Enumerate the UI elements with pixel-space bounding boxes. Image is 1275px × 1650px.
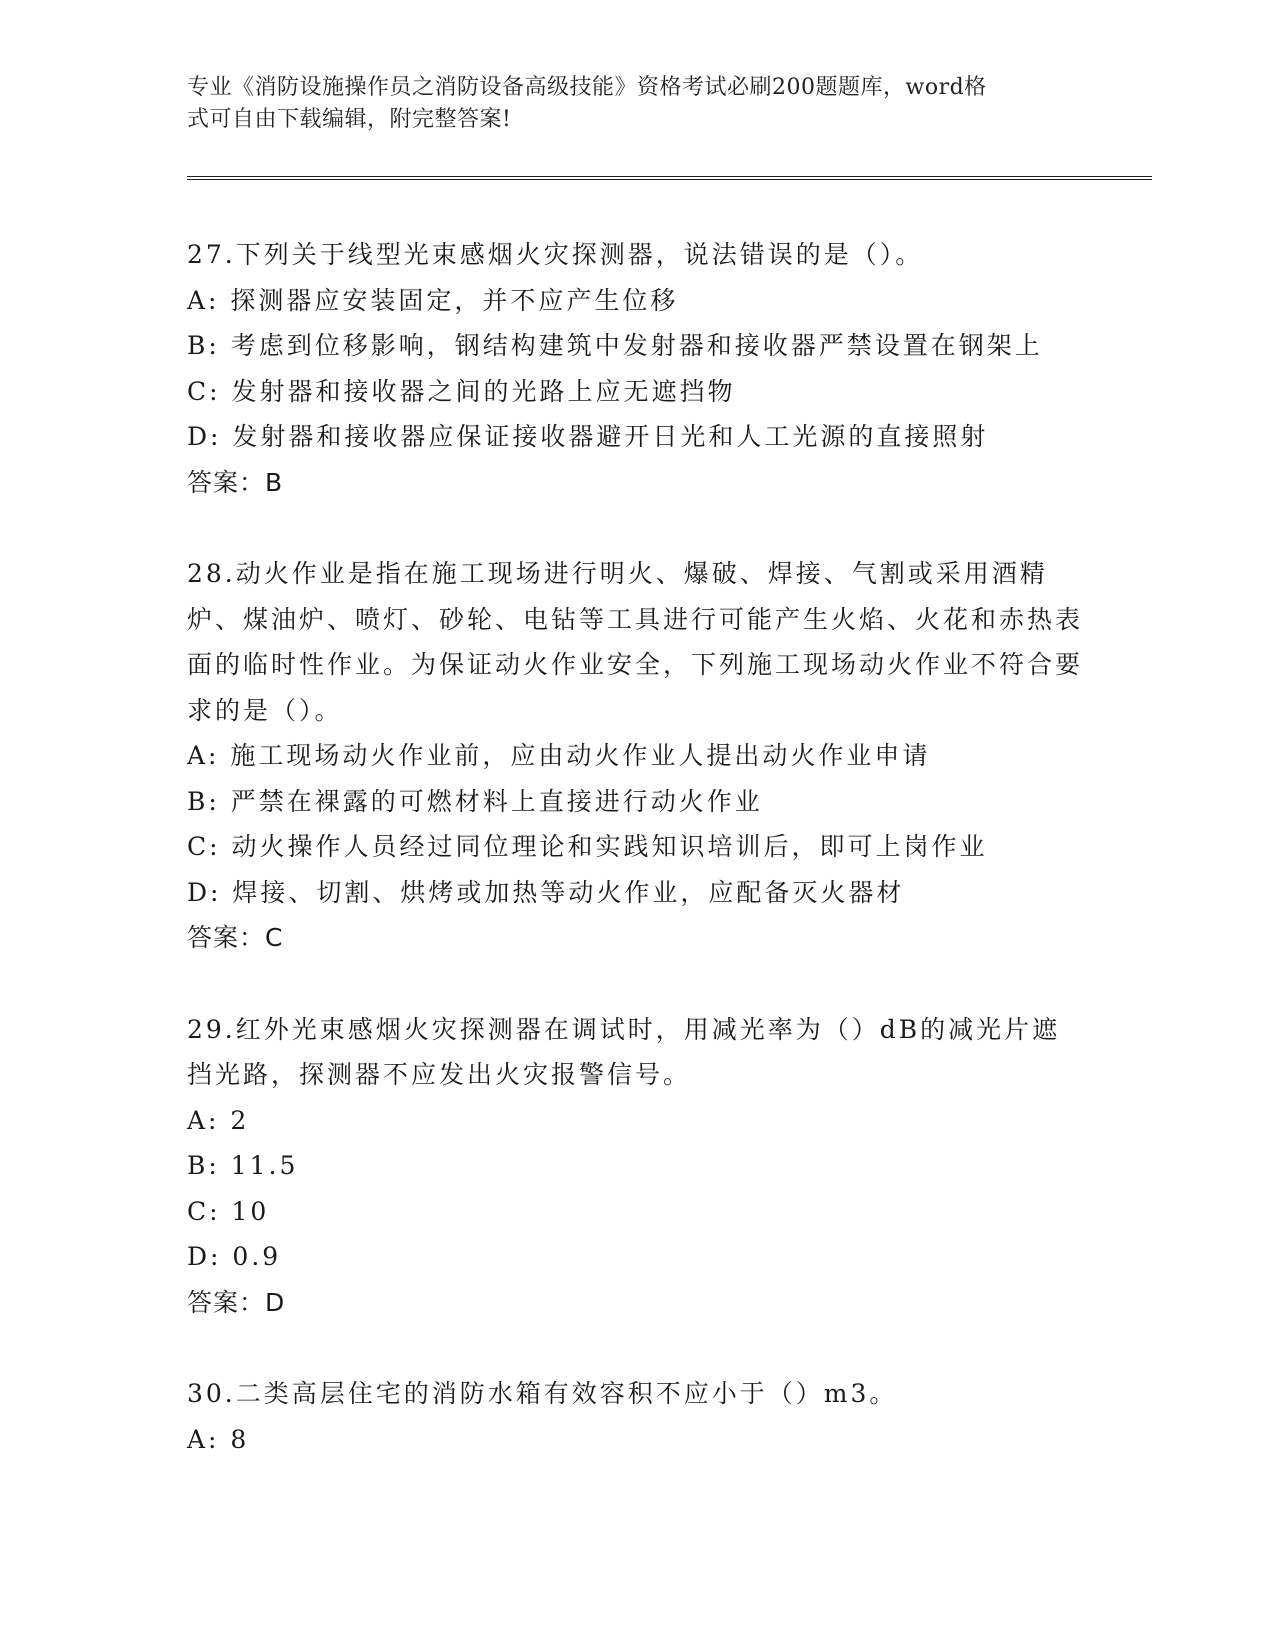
option-a: A: 2 [187, 1105, 250, 1135]
answer: 答案：B [187, 467, 284, 497]
option-a: A: 施工现场动火作业前，应由动火作业人提出动火作业申请 [187, 741, 931, 770]
question-text: 28.动火作业是指在施工现场进行明火、爆破、焊接、气割或采用酒精炉、煤油炉、喷灯、砂轮、电钻等工具进行可能产生火焰、火花和赤热表面的临时性作业。为保证动火作业安全，下列施工现场动火作业不符合要求的是（）。 [187, 559, 1084, 725]
page-header [187, 72, 1067, 136]
question-text: 27.下列关于线型光束感烟火灾探测器，说法错误的是（）。 [187, 240, 924, 269]
option-b: B: 考虑到位移影响，钢结构建筑中发射器和接收器严禁设置在钢架上 [187, 331, 1043, 360]
question-29 [187, 1007, 1087, 1326]
option-a: A: 8 [187, 1424, 250, 1454]
question-28 [187, 551, 1087, 961]
header-line-2: 式可自由下载编辑，附完整答案! [187, 107, 512, 132]
option-a: A: 探测器应安装固定，并不应产生位移 [187, 285, 679, 315]
option-d: D: 焊接、切割、烘烤或加热等动火作业，应配备灭火器材 [187, 877, 905, 907]
question-text: 29.红外光束感烟火灾探测器在调试时，用减光率为（）dB的减光片遮挡光路，探测器不应发出火灾报警信号。 [187, 1014, 1061, 1089]
answer: 答案：D [187, 1287, 286, 1317]
header-divider [187, 176, 1152, 180]
option-b: B: 11.5 [187, 1151, 299, 1180]
question-30 [187, 1371, 1087, 1462]
answer: 答案：C [187, 923, 284, 952]
option-c: C: 10 [187, 1196, 270, 1226]
question-list [187, 232, 1087, 1508]
option-c: C: 发射器和接收器之间的光路上应无遮挡物 [187, 376, 736, 406]
option-d: D: 发射器和接收器应保证接收器避开日光和人工光源的直接照射 [187, 422, 989, 451]
option-c: C: 动火操作人员经过同位理论和实践知识培训后，即可上岗作业 [187, 832, 988, 861]
option-d: D: 0.9 [187, 1242, 282, 1271]
question-27 [187, 232, 1087, 505]
option-b: B: 严禁在裸露的可燃材料上直接进行动火作业 [187, 786, 763, 816]
header-line-1: 专业《消防设施操作员之消防设备高级技能》资格考试必刷200题题库，word格 [187, 75, 987, 100]
question-text: 30.二类高层住宅的消防水箱有效容积不应小于（）m3。 [187, 1379, 898, 1408]
